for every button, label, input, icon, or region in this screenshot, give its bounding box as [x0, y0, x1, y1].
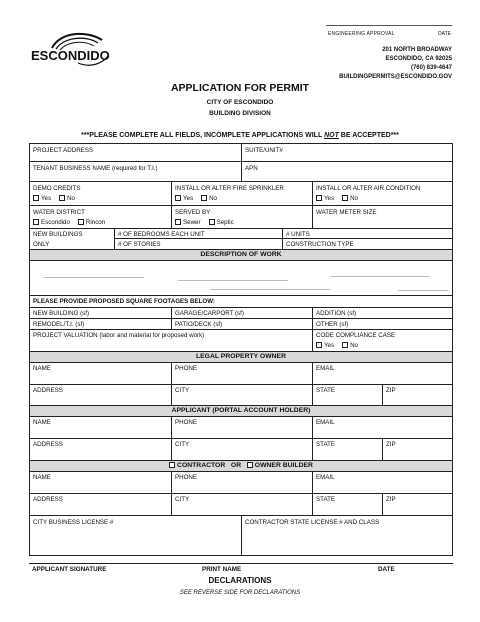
demo-credits-options: Yes No: [30, 193, 86, 204]
sprinkler-yes-checkbox[interactable]: [175, 195, 181, 201]
permit-form: [29, 143, 453, 556]
bedrooms-label: # OF BEDROOMS EACH UNIT: [118, 231, 205, 238]
approval-signature-line: [326, 25, 452, 26]
owner-zip-label: ZIP: [386, 387, 396, 394]
valuation-label: PROJECT VALUATION (labor and material for proposed work): [33, 332, 205, 339]
state-license-label: CONTRACTOR STATE LICENSE # AND CLASS: [245, 519, 380, 526]
served-by-options: Sewer Septic: [172, 217, 245, 228]
owner-name-label: NAME: [33, 365, 51, 372]
ac-no-checkbox[interactable]: [342, 195, 348, 201]
city-logo: [30, 30, 112, 70]
approval-label: ENGINEERING APPROVAL: [328, 31, 395, 37]
applicant-state-label: STATE: [316, 441, 336, 448]
project-address-label: PROJECT ADDRESS: [33, 147, 94, 154]
code-no-checkbox[interactable]: [342, 342, 348, 348]
demo-yes-checkbox[interactable]: [33, 195, 39, 201]
fire-sprinkler-options: Yes No: [172, 193, 228, 204]
new-building-sf-label: NEW BUILDING (sf): [33, 310, 90, 317]
city-license-label: CITY BUSINESS LICENSE #: [33, 519, 114, 526]
approval-date-label: DATE: [438, 31, 451, 37]
applicant-signature-label: APPLICANT SIGNATURE: [32, 566, 107, 573]
contractor-zip-label: ZIP: [386, 496, 396, 503]
contractor-address-label: ADDRESS: [33, 496, 63, 503]
owner-address-label: ADDRESS: [33, 387, 63, 394]
demo-credits-label: DEMO CREDITS: [33, 185, 81, 192]
ac-yes-checkbox[interactable]: [316, 195, 322, 201]
applicant-heading: APPLICANT (PORTAL ACCOUNT HOLDER): [30, 405, 452, 417]
contractor-name-label: NAME: [33, 474, 51, 481]
signature-line: [29, 563, 453, 564]
only-label: ONLY: [33, 241, 50, 248]
suite-label: SUITE/UNIT#: [245, 147, 283, 154]
svg-text:ESCONDIDO: ESCONDIDO: [31, 48, 110, 63]
contractor-city-label: CITY: [175, 496, 190, 503]
applicant-zip-label: ZIP: [386, 441, 396, 448]
address-line-1: 201 NORTH BROADWAY: [382, 47, 452, 53]
print-name-label: PRINT NAME: [202, 566, 242, 573]
owner-city-label: CITY: [175, 387, 190, 394]
page-title: APPLICATION FOR PERMIT: [170, 82, 310, 94]
owner-builder-checkbox[interactable]: [247, 462, 253, 468]
applicant-email-label: EMAIL: [316, 419, 335, 426]
apn-label: APN: [245, 165, 258, 172]
sprinkler-no-checkbox[interactable]: [201, 195, 207, 201]
owner-state-label: STATE: [316, 387, 336, 394]
garage-sf-label: GARAGE/CARPORT (sf): [175, 310, 244, 317]
declarations-heading: DECLARATIONS: [208, 576, 272, 585]
phone-number: (760) 839-4647: [410, 65, 452, 71]
demo-no-checkbox[interactable]: [59, 195, 65, 201]
email-address: BUILDINGPERMITS@ESCONDIDO.GOV: [339, 74, 452, 80]
owner-heading: LEGAL PROPERTY OWNER: [30, 351, 452, 363]
rincon-checkbox[interactable]: [78, 219, 84, 225]
owner-email-label: EMAIL: [316, 365, 335, 372]
applicant-address-label: ADDRESS: [33, 441, 63, 448]
code-case-options: Yes No: [313, 340, 369, 351]
served-by-label: SERVED BY: [175, 209, 211, 216]
water-district-options: Escondido Rincon: [30, 217, 116, 228]
declarations-note: SEE REVERSE SIDE FOR DECLARATIONS: [179, 590, 301, 596]
addition-sf-label: ADDITION (sf): [316, 310, 357, 317]
septic-checkbox[interactable]: [209, 219, 215, 225]
applicant-city-label: CITY: [175, 441, 190, 448]
new-buildings-label: NEW BUILDINGS: [33, 231, 83, 238]
tenant-label: TENANT BUSINESS NAME (required for T.I.): [33, 165, 158, 172]
contractor-phone-label: PHONE: [175, 474, 198, 481]
sewer-checkbox[interactable]: [175, 219, 181, 225]
contractor-checkbox[interactable]: [169, 462, 175, 468]
water-district-label: WATER DISTRICT: [33, 209, 85, 216]
owner-phone-label: PHONE: [175, 365, 198, 372]
address-line-2: ESCONDIDO, CA 92025: [385, 56, 452, 62]
escondido-checkbox[interactable]: [33, 219, 39, 225]
air-condition-options: Yes No: [313, 193, 369, 204]
contractor-email-label: EMAIL: [316, 474, 335, 481]
contractor-heading: CONTRACTOR OR OWNER BUILDER: [30, 460, 452, 472]
date-label: DATE: [378, 566, 395, 573]
completion-notice: ***PLEASE COMPLETE ALL FIELDS, INCOMPLETE APPLICATIONS WILL NOT BE ACCEPTED***: [81, 132, 399, 139]
fire-sprinkler-label: INSTALL OR ALTER FIRE SPRINKLER: [175, 185, 284, 192]
stories-label: # OF STORIES: [118, 241, 161, 248]
description-heading: DESCRIPTION OF WORK: [30, 249, 452, 261]
notice-emphasis: NOT: [324, 132, 339, 139]
remodel-sf-label: REMODEL/T.I. (sf): [33, 321, 85, 328]
patio-sf-label: PATIO/DECK (sf): [175, 321, 223, 328]
other-sf-label: OTHER (sf): [316, 321, 349, 328]
water-meter-label: WATER METER SIZE: [316, 209, 377, 216]
applicant-name-label: NAME: [33, 419, 51, 426]
air-condition-label: INSTALL OR ALTER AIR CONDITION: [316, 185, 421, 192]
division-name: BUILDING DIVISION: [209, 110, 271, 117]
sqft-heading: PLEASE PROVIDE PROPOSED SQUARE FOOTAGES BELOW:: [33, 298, 215, 305]
code-case-label: CODE COMPLIANCE CASE: [316, 332, 396, 339]
code-yes-checkbox[interactable]: [316, 342, 322, 348]
construction-type-label: CONSTRUCTION TYPE: [286, 241, 354, 248]
contractor-state-label: STATE: [316, 496, 336, 503]
city-name: CITY OF ESCONDIDO: [206, 99, 274, 106]
units-label: # UNITS: [286, 231, 310, 238]
applicant-phone-label: PHONE: [175, 419, 198, 426]
